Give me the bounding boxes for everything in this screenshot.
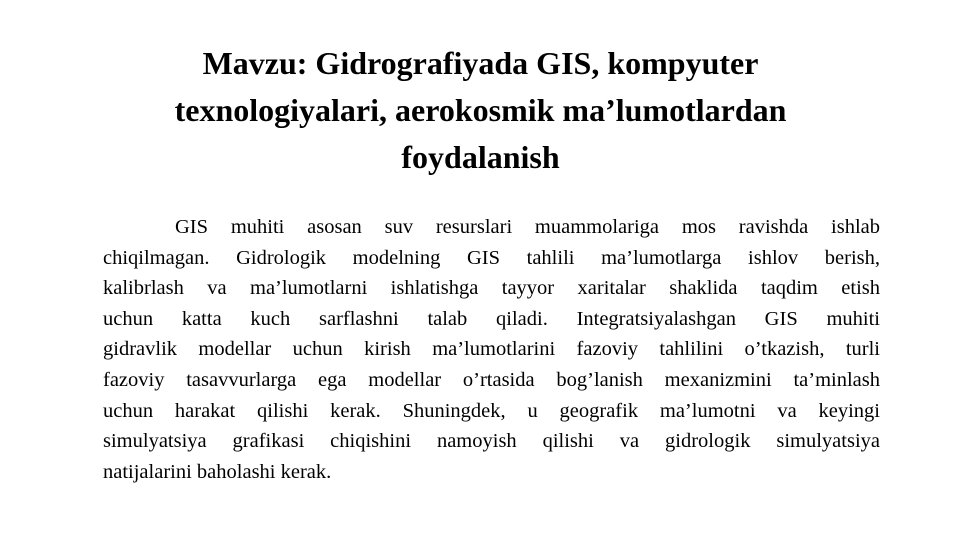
title-line: Mavzu: Gidrografiyada GIS, kompyuter — [202, 45, 759, 81]
paragraph-line: kalibrlash va ma’lumotlarni ishlatishga tayyor xaritalar shaklida taqdim etish — [103, 277, 880, 300]
title-line: texnologiyalari, aerokosmik ma’lumotlardan — [174, 92, 787, 128]
paragraph-line: simulyatsiya grafikasi chiqishini namoyish qilishi va gidrologik simulyatsiya — [103, 430, 880, 453]
paragraph-line: GIS muhiti asosan suv resurslari muammolariga mos ravishda ishlab — [175, 216, 880, 238]
body-paragraph — [103, 212, 880, 487]
paragraph-line: natijalarini baholashi kerak. — [103, 460, 332, 483]
paragraph-line: chiqilmagan. Gidrologik modelning GIS tahlili ma’lumotlarga ishlov berish, — [103, 246, 880, 269]
paragraph-line: uchun harakat qilishi kerak. Shuningdek, u geografik ma’lumotni va keyingi — [103, 399, 880, 422]
paragraph-line: fazoviy tasavvurlarga ega modellar o’rtasida bog’lanish mexanizmini ta’minlash — [103, 368, 880, 391]
paragraph-line: uchun katta kuch sarflashni talab qiladi. Integratsiyalashgan GIS muhiti — [103, 307, 880, 330]
title-line: foydalanish — [401, 139, 560, 175]
paragraph-line: gidravlik modellar uchun kirish ma’lumotlarini fazoviy tahlilini o’tkazish, turli — [103, 338, 880, 361]
slide-title — [60, 40, 901, 181]
